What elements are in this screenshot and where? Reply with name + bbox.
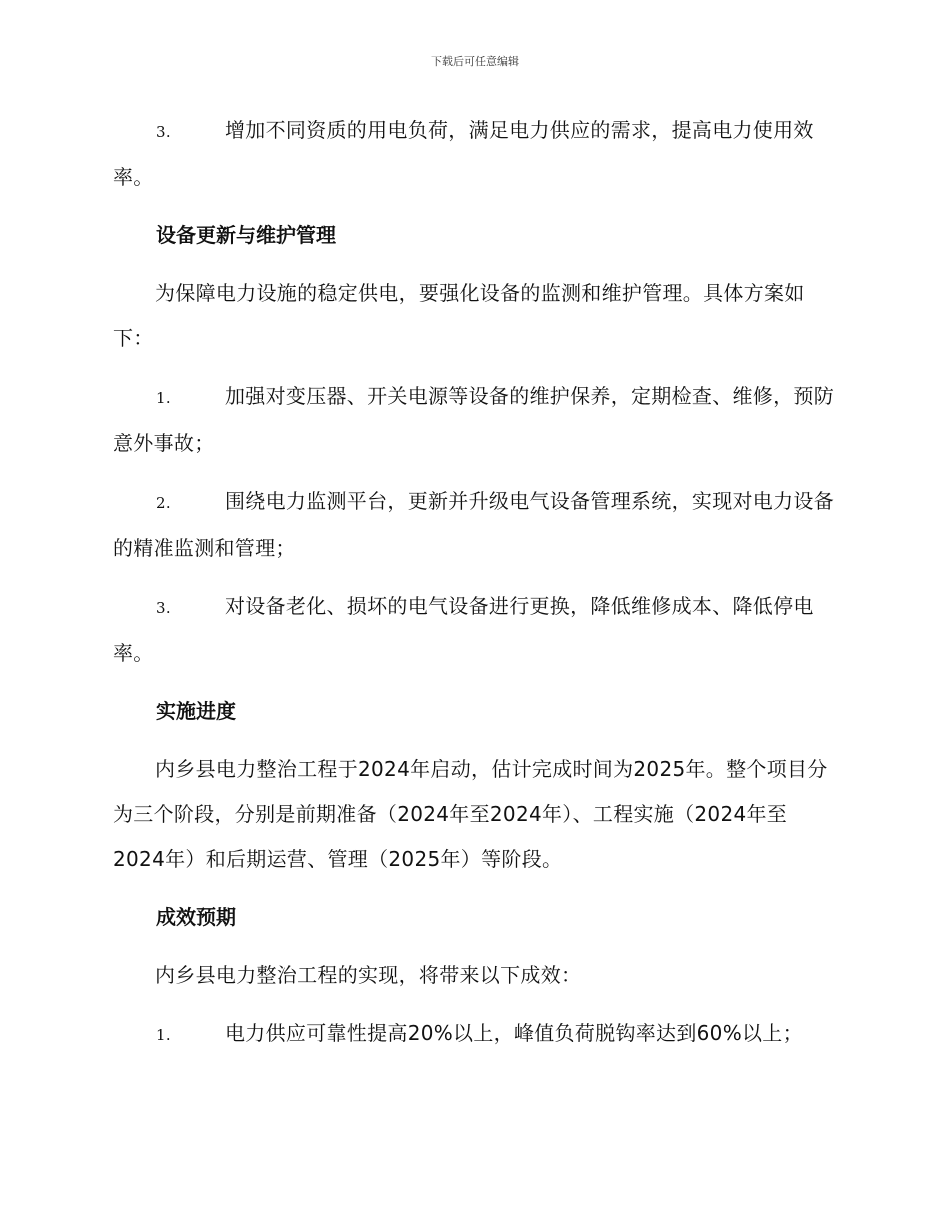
section-heading-results: 成效预期	[156, 905, 236, 929]
paragraph-results: 内乡县电力整治工程的实现，将带来以下成效：	[155, 963, 582, 987]
list-item	[113, 584, 835, 676]
section-heading-progress: 实施进度	[156, 699, 236, 723]
list-text: 围绕电力监测平台，更新并升级电气设备管理系统，实现对电力设备的精准监测和管理；	[113, 489, 834, 560]
list-item	[113, 479, 835, 571]
list-item	[113, 1011, 835, 1058]
list-item	[113, 374, 835, 466]
list-item	[113, 108, 835, 200]
page-header-note: 下载后可任意编辑	[431, 55, 519, 68]
list-text: 增加不同资质的用电负荷，满足电力供应的需求，提高电力使用效率。	[113, 118, 814, 189]
list-text: 加强对变压器、开关电源等设备的维护保养，定期检查、维修，预防意外事故；	[113, 384, 834, 455]
document-body	[113, 108, 835, 1071]
paragraph-progress: 内乡县电力整治工程于2024年启动，估计完成时间为2025年。整个项目分为三个阶段，分别是前期准备（2024年至2024年）、工程实施（2024年至2024年）和后期运营、管理（2025年）等阶段。	[113, 757, 828, 871]
list-number: 3.	[156, 123, 171, 141]
list-number: 1.	[156, 1026, 171, 1044]
list-number: 2.	[156, 494, 171, 512]
list-number: 1.	[156, 389, 171, 407]
list-text: 对设备老化、损坏的电气设备进行更换，降低维修成本、降低停电率。	[113, 594, 814, 665]
paragraph-equipment: 为保障电力设施的稳定供电，要强化设备的监测和维护管理。具体方案如下：	[113, 281, 805, 350]
list-number: 3.	[156, 599, 171, 617]
list-text: 电力供应可靠性提高20%以上，峰值负荷脱钩率达到60%以上；	[225, 1021, 803, 1045]
section-heading-equipment: 设备更新与维护管理	[156, 223, 336, 247]
